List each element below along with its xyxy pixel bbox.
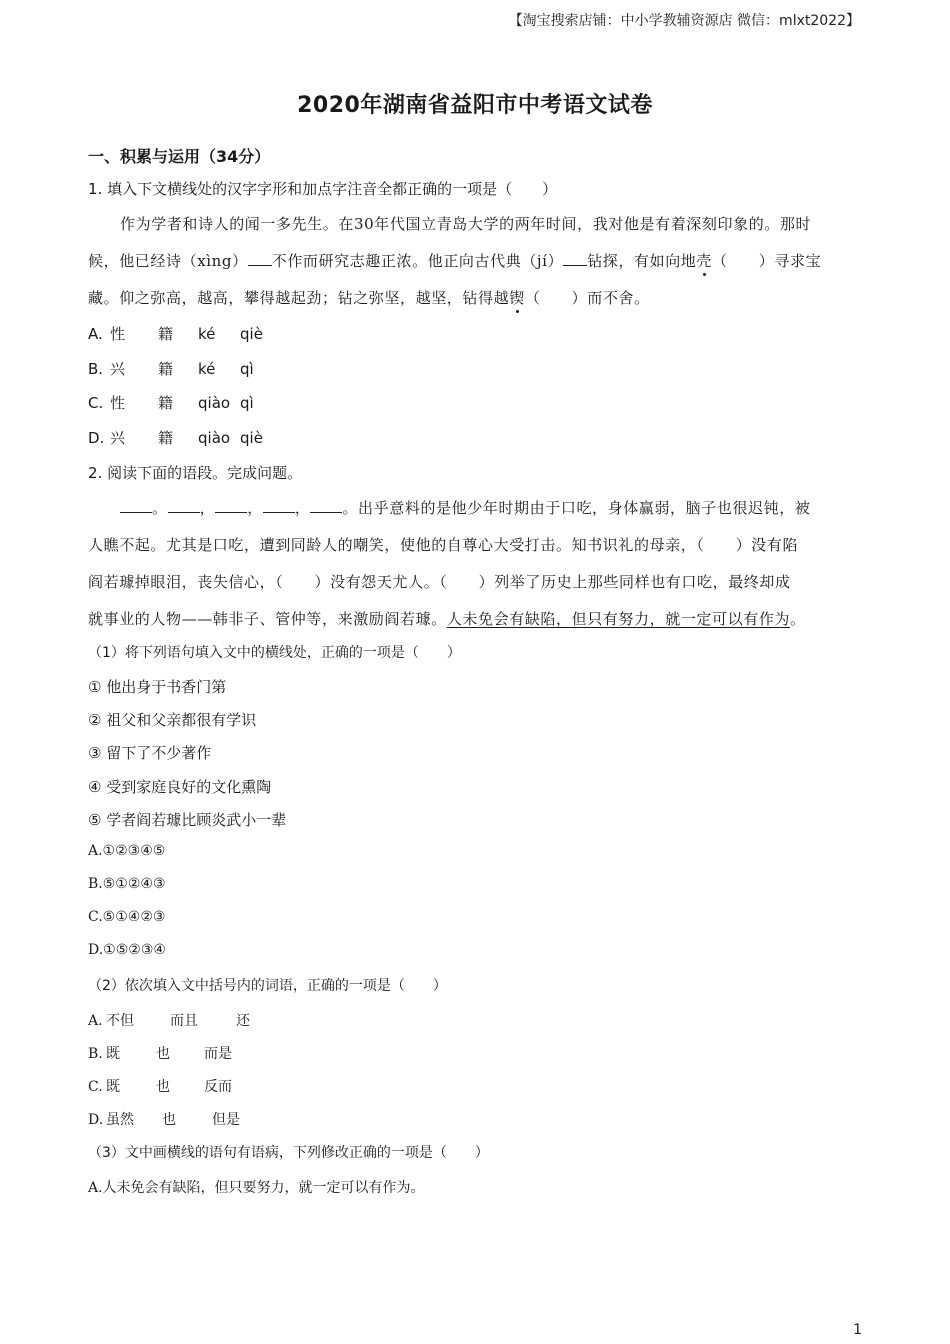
option-cell: 籍 bbox=[158, 429, 174, 447]
sub2-option-d[interactable] bbox=[88, 1109, 240, 1129]
option-cell: qì bbox=[240, 360, 254, 378]
option-cell: qiè bbox=[240, 429, 263, 447]
sentence-item: ② 祖父和父亲都很有学识 bbox=[88, 711, 257, 729]
q2-passage-line bbox=[88, 608, 862, 629]
fill-blank bbox=[248, 251, 272, 266]
option-letter: D. bbox=[88, 429, 105, 447]
underlined-sentence: 人未免会有缺陷，但只有努力，就一定可以有作为 bbox=[446, 610, 791, 628]
option-letter: A. bbox=[88, 325, 103, 343]
page-number: 1 bbox=[853, 1322, 862, 1338]
option-cell: qiào bbox=[198, 394, 231, 412]
sub2-option-a[interactable] bbox=[88, 1010, 250, 1030]
passage-text: （ ）寻求宝 bbox=[712, 252, 822, 270]
passage-text: 不作而研究志趣正浓。他正向古代典（jí） bbox=[271, 252, 564, 270]
option-cell: qì bbox=[240, 394, 254, 412]
q2-stem: 2. 阅读下面的语段。完成问题。 bbox=[88, 464, 303, 482]
option-cell: 性 bbox=[110, 394, 126, 412]
header-note: 【淘宝搜索店铺：中小学教辅资源店 微信：mlxt2022】 bbox=[508, 13, 860, 29]
fill-blank bbox=[120, 498, 152, 513]
sub1-option-d[interactable]: D.①⑤②③④ bbox=[88, 942, 166, 958]
option-word: 还 bbox=[236, 1013, 250, 1029]
option-word: 也 bbox=[162, 1112, 176, 1128]
fill-blank bbox=[310, 498, 342, 513]
option-word: 既 bbox=[106, 1079, 120, 1095]
dotted-char: 锲 bbox=[509, 289, 525, 307]
q1-option-b[interactable] bbox=[88, 358, 254, 379]
sub1-option-b[interactable]: B.⑤①②④③ bbox=[88, 876, 166, 892]
sentence-item: ① 他出身于书香门第 bbox=[88, 678, 227, 696]
option-letter: B. bbox=[88, 1046, 103, 1062]
passage-text: 。出乎意料的是他少年时期由于口吃，身体赢弱，脑子也很迟钝，被 bbox=[342, 499, 811, 517]
q2-passage-line: 阎若璩掉眼泪，丧失信心，（ ）没有怨天尤人。（ ）列举了历史上那些同样也有口吃，最终却成 bbox=[88, 573, 791, 591]
q1-stem: 1. 填入下文横线处的汉字字形和加点字注音全都正确的一项是（ ） bbox=[88, 180, 558, 198]
option-word: 既 bbox=[106, 1046, 120, 1062]
q1-passage-line: 作为学者和诗人的闻一多先生。在30年代国立青岛大学的两年时间，我对他是有着深刻印象的。那时 bbox=[120, 215, 812, 233]
sub3-option-a[interactable]: A.人未免会有缺陷，但只要努力，就一定可以有作为。 bbox=[88, 1180, 425, 1196]
option-letter: C. bbox=[88, 394, 104, 412]
q1-passage-line bbox=[88, 250, 862, 271]
q1-option-d[interactable] bbox=[88, 427, 263, 448]
dotted-char: 壳 bbox=[696, 252, 712, 270]
option-word: 也 bbox=[156, 1079, 170, 1095]
option-word: 而且 bbox=[170, 1013, 198, 1029]
q1-passage-line bbox=[88, 287, 862, 308]
passage-text: 藏。仰之弥高，越高，攀得越起劲；钻之弥坚，越坚，钻得越 bbox=[88, 289, 510, 307]
passage-text: 。 bbox=[790, 610, 806, 628]
passage-text: ， bbox=[294, 499, 311, 517]
q1-option-c[interactable] bbox=[88, 392, 254, 413]
option-cell: ké bbox=[198, 360, 216, 378]
passage-text: 就事业的人物——韩非子、管仲等，来激励阎若璩。 bbox=[88, 610, 447, 628]
sentence-item: ④ 受到家庭良好的文化熏陶 bbox=[88, 778, 272, 796]
passage-text: 。 bbox=[152, 499, 168, 517]
passage-text: ， bbox=[199, 499, 216, 517]
option-word: 但是 bbox=[212, 1112, 240, 1128]
sub2-option-c[interactable] bbox=[88, 1076, 232, 1096]
option-cell: 兴 bbox=[110, 429, 126, 447]
option-letter: D. bbox=[88, 1112, 104, 1128]
passage-text: （ ）而不舍。 bbox=[524, 289, 650, 307]
sentence-item: ③ 留下了不少著作 bbox=[88, 744, 212, 762]
sub2-option-b[interactable] bbox=[88, 1043, 232, 1063]
passage-text: 候，他已经诗（xìng） bbox=[88, 252, 248, 270]
fill-blank bbox=[215, 498, 247, 513]
q1-option-a[interactable] bbox=[88, 323, 263, 344]
option-cell: 籍 bbox=[158, 360, 174, 378]
q2-sub2-stem: （2）依次填入文中括号内的词语，正确的一项是（ ） bbox=[88, 978, 447, 994]
q2-sub3-stem: （3）文中画横线的语句有语病，下列修改正确的一项是（ ） bbox=[88, 1145, 489, 1161]
option-cell: 籍 bbox=[158, 325, 174, 343]
option-word: 反而 bbox=[204, 1079, 232, 1095]
sentence-item: ⑤ 学者阎若璩比顾炎武小一辈 bbox=[88, 811, 287, 829]
option-cell: qiào bbox=[198, 429, 231, 447]
option-letter: B. bbox=[88, 360, 104, 378]
sub1-option-c[interactable]: C.⑤①④②③ bbox=[88, 909, 166, 925]
option-word: 虽然 bbox=[106, 1112, 134, 1128]
option-cell: 籍 bbox=[158, 394, 174, 412]
q2-passage-line bbox=[88, 497, 894, 518]
option-word: 而是 bbox=[204, 1046, 232, 1062]
option-word: 不但 bbox=[106, 1013, 134, 1029]
option-word: 也 bbox=[156, 1046, 170, 1062]
passage-text: ， bbox=[247, 499, 263, 517]
fill-blank bbox=[563, 251, 587, 266]
fill-blank bbox=[263, 498, 295, 513]
sub1-option-a[interactable]: A.①②③④⑤ bbox=[88, 843, 166, 859]
option-cell: qiè bbox=[240, 325, 263, 343]
option-cell: ké bbox=[198, 325, 216, 343]
option-cell: 性 bbox=[110, 325, 126, 343]
q2-sub1-stem: （1）将下列语句填入文中的横线处，正确的一项是（ ） bbox=[88, 645, 461, 661]
q2-passage-line: 人瞧不起。尤其是口吃，遭到同龄人的嘲笑，使他的自尊心大受打击。知书识礼的母亲，（ ）没有陷 bbox=[88, 536, 799, 554]
option-letter: C. bbox=[88, 1079, 103, 1095]
passage-text: 钻探，有如向地 bbox=[587, 252, 697, 270]
fill-blank bbox=[168, 498, 200, 513]
option-letter: A. bbox=[88, 1013, 103, 1029]
page-title: 2020年湖南省益阳市中考语文试卷 bbox=[297, 93, 653, 118]
section-heading: 一、积累与运用（34分） bbox=[88, 147, 271, 166]
option-cell: 兴 bbox=[110, 360, 126, 378]
